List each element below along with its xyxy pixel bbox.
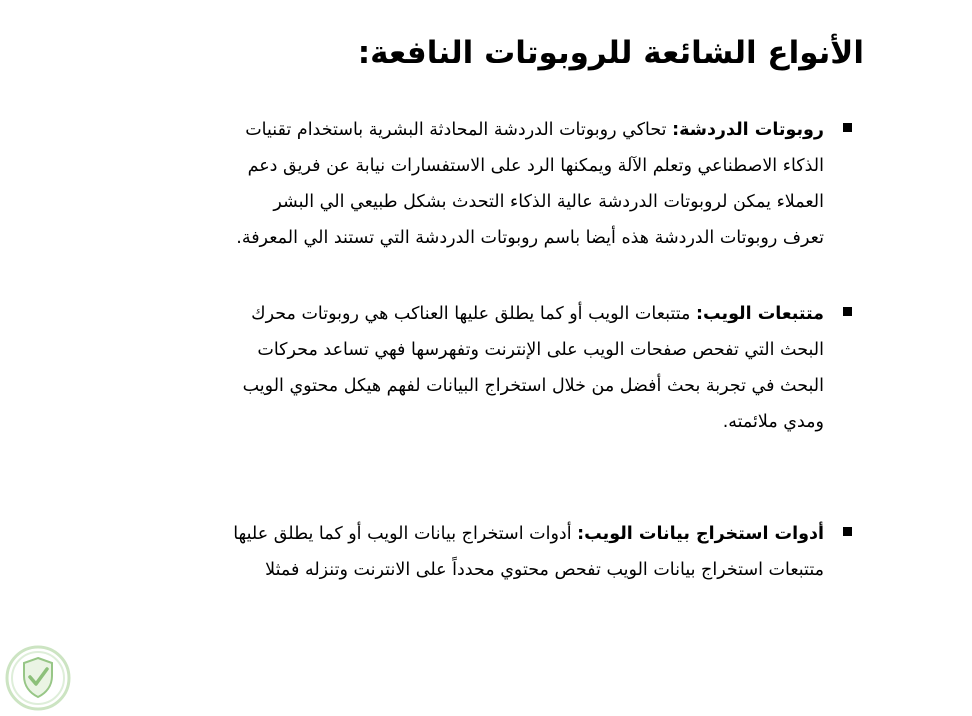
bullet-line [104,516,824,552]
bullet-text [104,296,824,440]
bullet-line-text: تحاكي روبوتات الدردشة المحادثة البشرية باستخدام تقنيات [245,120,673,140]
square-bullet-icon [843,123,852,132]
bullet-line: تعرف روبوتات الدردشة هذه أيضا باسم روبوتات الدردشة التي تستند الي المعرفة. [236,228,824,248]
bullet-text [104,516,824,588]
watermark-logo-icon [4,644,72,712]
bullet-item-web-scrapers [104,516,824,588]
bullet-line: العملاء يمكن لروبوتات الدردشة عالية الذكاء التحدث بشكل طبيعي الي البشر [273,192,824,212]
bullet-term: أدوات استخراج بيانات الويب: [577,524,824,544]
bullet-text [104,112,824,256]
bullet-line [104,112,824,148]
bullet-item-chatbots [104,112,824,256]
square-bullet-icon [843,527,852,536]
bullet-line-text: أدوات استخراج بيانات الويب أو كما يطلق عليها [233,524,578,544]
slide-title: الأنواع الشائعة للروبوتات النافعة: [357,35,864,71]
bullet-line: متتبعات استخراج بيانات الويب تفحص محتوي محدداً على الانترنت وتنزله فمثلا [265,560,824,580]
bullet-line: البحث التي تفحص صفحات الويب على الإنترنت وتفهرسها فهي تساعد محركات [257,340,824,360]
bullet-line: البحث في تجربة بحث أفضل من خلال استخراج البيانات لفهم هيكل محتوي الويب [242,376,824,396]
square-bullet-icon [843,307,852,316]
bullet-line-text: متتبعات الويب أو كما يطلق عليها العناكب هي روبوتات محرك [251,304,696,324]
bullet-term: متتبعات الويب: [695,304,824,324]
bullet-item-web-crawlers [104,296,824,440]
bullet-term: روبوتات الدردشة: [672,120,824,140]
bullet-line: الذكاء الاصطناعي وتعلم الآلة ويمكنها الرد على الاستفسارات نيابة عن فريق دعم [247,156,824,176]
bullet-line [104,296,824,332]
bullet-line: ومدي ملائمته. [722,412,824,432]
